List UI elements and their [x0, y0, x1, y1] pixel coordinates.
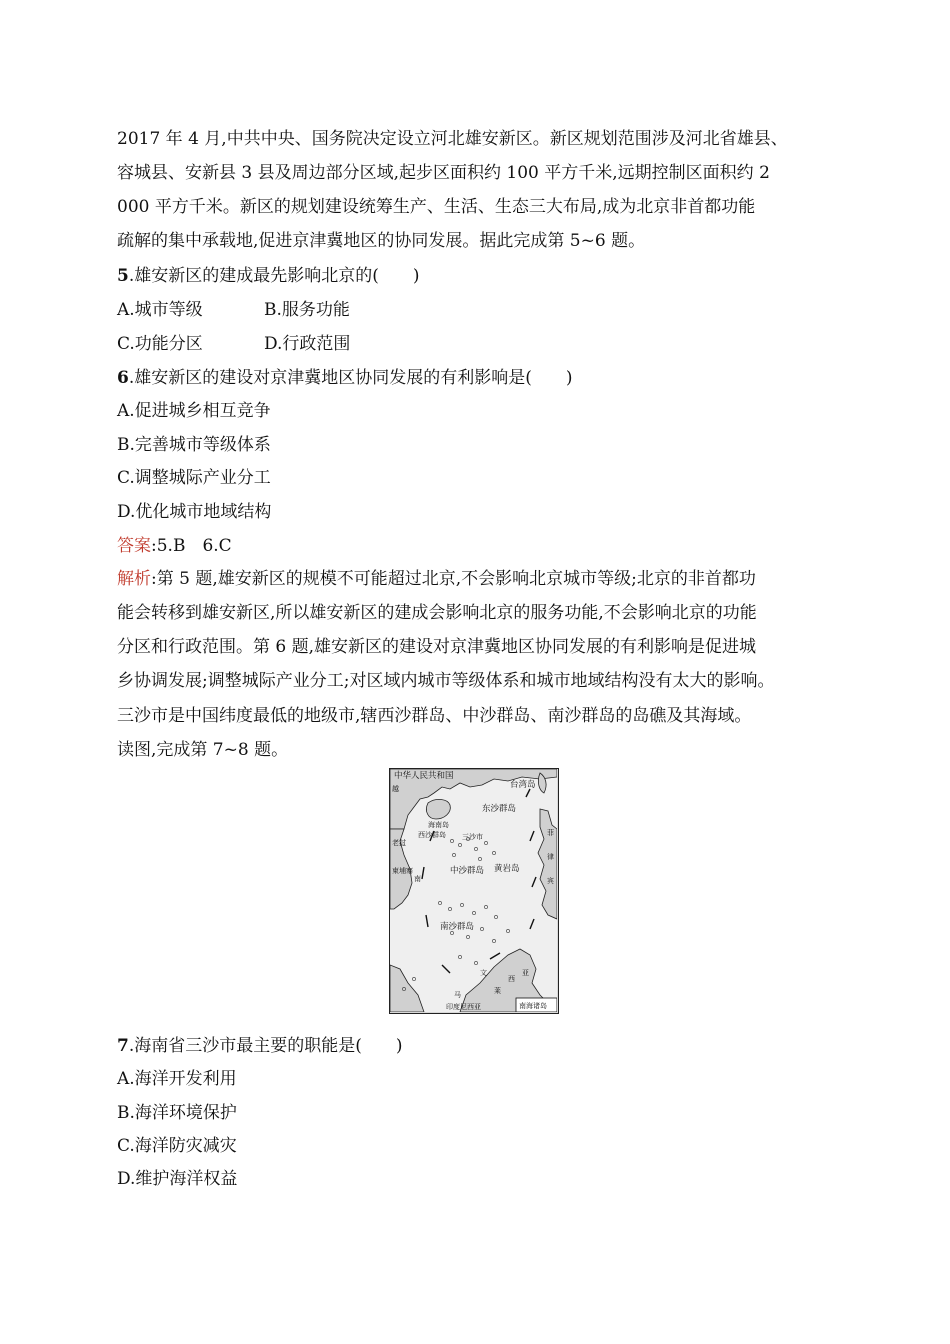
map-label-bin: 宾	[547, 877, 554, 885]
question-5-number: 5	[117, 266, 129, 286]
question-5-option-d: D.行政范围	[264, 334, 351, 354]
question-6-option-c: C.调整城际产业分工	[117, 468, 271, 488]
question-7-stem	[117, 1035, 403, 1057]
question-6-text: .雄安新区的建设对京津冀地区协同发展的有利影响是( )	[128, 368, 573, 388]
question-7-option-d: D.维护海洋权益	[117, 1169, 238, 1189]
map-label-nanhai-zhudao: 南海诸岛	[519, 1002, 547, 1010]
question-7-option-b: B.海洋环境保护	[117, 1103, 237, 1123]
question-5-option-c: C.功能分区	[117, 334, 203, 354]
question-5-option-b: B.服务功能	[264, 300, 350, 320]
map-label-sansha: 三沙市	[462, 833, 483, 841]
map-label-xisha: 西沙群岛	[418, 831, 446, 839]
analysis-line-3: 分区和行政范围。第 6 题,雄安新区的建设对京津冀地区协同发展的有利影响是促进城	[117, 637, 757, 657]
map-label-yue: 越	[392, 785, 399, 793]
map-label-lai: 莱	[494, 987, 501, 995]
answer-text: :5.B 6.C	[151, 536, 232, 556]
south-china-sea-map	[389, 768, 559, 1014]
map-label-dongsha: 东沙群岛	[482, 804, 517, 814]
map-label-taiwan: 台湾岛	[510, 780, 536, 790]
map-graphic	[390, 769, 557, 1012]
analysis-label: 解析	[117, 569, 151, 589]
map-label-huangyan: 黄岩岛	[494, 864, 520, 874]
analysis-line-2: 能会转移到雄安新区,所以雄安新区的建成会影响北京的服务功能,不会影响北京的功能	[117, 603, 757, 623]
question-6-option-d: D.优化城市地域结构	[117, 502, 272, 522]
analysis-text-1: :第 5 题,雄安新区的规模不可能超过北京,不会影响北京城市等级;北京的非首都功	[151, 569, 756, 589]
map-label-xi: 西	[508, 975, 515, 983]
map-label-wen: 文	[480, 969, 487, 977]
map-label-yinni: 印度尼西亚	[446, 1003, 481, 1011]
answer-line	[117, 535, 232, 557]
map-label-zhongsha: 中沙群岛	[450, 866, 485, 876]
answer-label: 答案	[117, 536, 151, 556]
passage2-line-1: 三沙市是中国纬度最低的地级市,辖西沙群岛、中沙群岛、南沙群岛的岛礁及其海域。	[117, 706, 752, 726]
question-7-number: 7	[117, 1036, 129, 1056]
map-label-ya: 亚	[522, 969, 529, 977]
map-label-nansha: 南沙群岛	[440, 922, 475, 932]
map-label-fei: 菲	[547, 829, 554, 837]
passage1-line-1: 2017 年 4 月,中共中央、国务院决定设立河北雄安新区。新区规划范围涉及河北省雄县、	[117, 129, 788, 149]
map-label-nan: 南	[414, 875, 421, 883]
passage1-line-2: 容城县、安新县 3 县及周边部分区域,起步区面积约 100 平方千米,远期控制区面积约 2	[117, 163, 770, 183]
analysis-line-1	[117, 568, 756, 590]
question-6-option-a: A.促进城乡相互竞争	[117, 401, 271, 421]
passage2-line-2: 读图,完成第 7~8 题。	[117, 740, 289, 760]
question-7-option-c: C.海洋防灾减灾	[117, 1136, 237, 1156]
question-5-text: .雄安新区的建成最先影响北京的( )	[128, 266, 420, 286]
passage1-line-4: 疏解的集中承载地,促进京津冀地区的协同发展。据此完成第 5~6 题。	[117, 231, 646, 251]
map-label-hainan: 海南岛	[428, 821, 449, 829]
question-5-stem	[117, 265, 420, 287]
analysis-line-4: 乡协调发展;调整城际产业分工;对区域内城市等级体系和城市地域结构没有太大的影响。	[117, 671, 775, 691]
map-label-malai: 马	[454, 991, 461, 999]
map-label-prc: 中华人民共和国	[394, 771, 454, 781]
question-5-option-a: A.城市等级	[117, 300, 203, 320]
question-6-stem	[117, 367, 573, 389]
question-6-option-b: B.完善城市等级体系	[117, 435, 271, 455]
question-6-number: 6	[117, 368, 129, 388]
question-7-option-a: A.海洋开发利用	[117, 1069, 237, 1089]
map-label-jianpuzhai: 柬埔寨	[392, 867, 413, 875]
question-7-text: .海南省三沙市最主要的职能是( )	[128, 1036, 403, 1056]
map-label-lv: 律	[547, 853, 554, 861]
passage1-line-3: 000 平方千米。新区的规划建设统筹生产、生活、生态三大布局,成为北京非首都功能	[117, 197, 756, 217]
map-label-lao: 老挝	[392, 839, 406, 847]
